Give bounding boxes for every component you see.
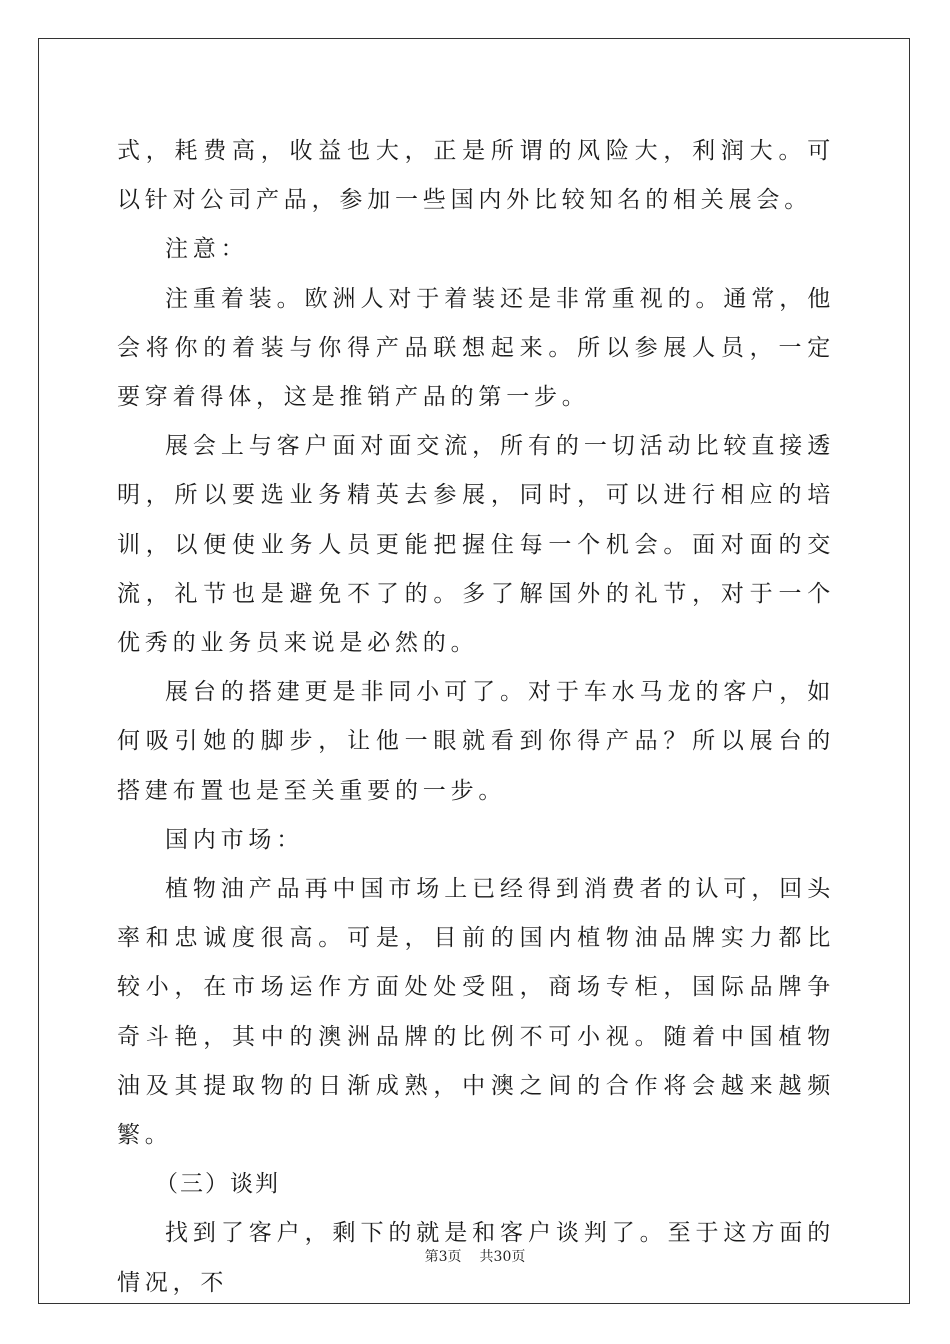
paragraph-face-to-face: 展会上与客户面对面交流，所有的一切活动比较直接透明，所以要选业务精英去参展，同时，可以进行相应的培训，以便使业务人员更能把握住每一个机会。面对面的交流，礼节也是避免不了的。多了解国外的礼节，对于一个优秀的业务员来说是必然的。 <box>117 433 835 657</box>
document-body <box>117 127 835 1308</box>
paragraph-attire: 注重着装。欧洲人对于着装还是非常重视的。通常，他会将你的着装与你得产品联想起来。所以参展人员，一定要穿着得体，这是推销产品的第一步。 <box>117 285 835 411</box>
paragraph-negotiation: 找到了客户，剩下的就是和客户谈判了。至于这方面的情况，不 <box>117 1220 835 1296</box>
section-heading-negotiation: （三）谈判 <box>155 1171 280 1198</box>
paragraph-domestic-market-heading: 国内市场： <box>165 826 304 853</box>
page-total: 共30页 <box>479 1249 526 1265</box>
page-number: 第3页 <box>424 1249 462 1265</box>
paragraph-continuation: 式，耗费高，收益也大，正是所谓的风险大，利润大。可以针对公司产品，参加一些国内外比较知名的相关展会。 <box>117 138 835 214</box>
paragraph-note-heading: 注意： <box>165 236 249 263</box>
page-footer <box>0 1246 950 1266</box>
paragraph-domestic-market: 植物油产品再中国市场上已经得到消费者的认可，回头率和忠诚度很高。可是，目前的国内植物油品牌实力都比较小，在市场运作方面处处受阻，商场专柜，国际品牌争奇斗艳，其中的澳洲品牌的比例不可小视。随着中国植物油及其提取物的日渐成熟，中澳之间的合作将会越来越频繁。 <box>117 876 835 1149</box>
paragraph-booth: 展台的搭建更是非同小可了。对于车水马龙的客户，如何吸引她的脚步，让他一眼就看到你得产品？所以展台的搭建布置也是至关重要的一步。 <box>117 679 835 804</box>
